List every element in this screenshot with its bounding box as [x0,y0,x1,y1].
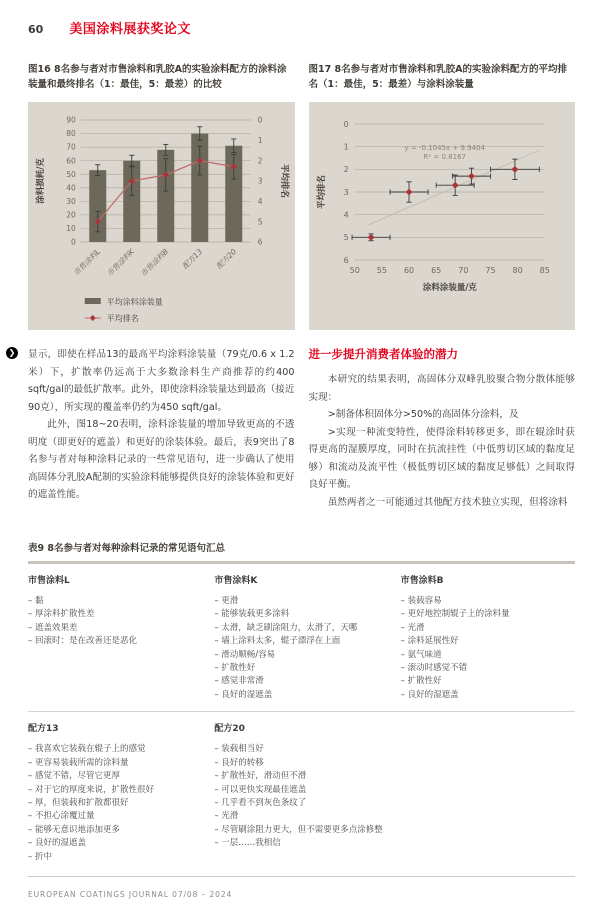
svg-text:60: 60 [66,156,76,166]
list-item: – 良好的湿遮盖 [28,838,86,849]
list-item: – 更好地控制辊子上的涂料量 [400,609,510,620]
svg-text:平均排名: 平均排名 [106,314,139,324]
list-item: – 太滑，缺乏刷涂阻力，太滑了，天哪 [214,622,358,633]
list-item: – 扩散性好，滑动但不滑 [214,771,307,782]
list-item: – 能够无意识地添加更多 [28,824,120,835]
svg-text:3: 3 [257,177,263,187]
page-header [28,18,575,37]
list-item: – 厚，但装载和扩散都很好 [28,798,129,808]
svg-text:配方20: 配方20 [214,247,239,272]
svg-text:55: 55 [376,266,387,276]
svg-text:2: 2 [257,156,263,166]
list-item: – 良好的湿遮盖 [214,689,273,700]
list-item: – 回滚时：是在改善还是恶化 [28,636,137,647]
svg-text:2: 2 [343,165,349,175]
list-item: – 折中 [28,851,52,862]
svg-text:70: 70 [66,143,76,153]
svg-text:80: 80 [512,266,523,276]
list-item: – 更滑 [214,595,239,606]
list-item: – 装载容易 [400,595,442,606]
svg-text:平均排名: 平均排名 [316,175,327,210]
svg-text:市售涂料B: 市售涂料B [138,247,171,279]
figure16-bar-chart [28,102,295,330]
svg-text:30: 30 [66,197,76,207]
list-item: – 氨气味道 [400,649,442,660]
column-items [214,595,388,702]
list-item: – 对于它的厚度来说，扩散性很好 [28,784,154,795]
column-header: 市售涂料L [28,575,70,586]
body-bullet: >实现一种流变特性，使得涂料转移更多，即在辊涂时获得更高的湿膜厚度，同时在抗流挂性（中低剪切区域的黏度足够）和流动及流平性（极低剪切区域的黏度足够低）之间取得良好平衡。 [308,426,575,491]
column-items [28,743,202,864]
list-item: – 不担心涂覆过量 [28,811,95,822]
svg-text:0: 0 [70,238,76,248]
table9 [28,540,575,864]
svg-text:90: 90 [66,116,76,126]
body-paragraph: 本研究的结果表明，高固体分双峰乳胶聚合物分散体能够实现： [308,374,575,403]
page-number: 60 [28,23,44,36]
svg-text:50: 50 [66,170,76,180]
figure17-caption: 图17 8名参与者对市售涂料和乳胶A的实验涂料配方的平均排名（1：最佳，5：最差）与涂料涂装量 [308,64,567,90]
footer-journal-line: EUROPEAN COATINGS JOURNAL 07/08 – 2024 [28,890,233,899]
bar-line-chart [28,102,295,330]
charts-row [28,102,575,330]
svg-text:1: 1 [343,142,349,152]
svg-text:涂料涂装量/克: 涂料涂装量/克 [422,283,477,294]
svg-text:配方13: 配方13 [180,247,205,272]
list-item: – 装载相当好 [214,744,264,755]
divider [28,711,575,712]
table9-section2 [28,721,575,864]
list-item: – 光滑 [400,622,425,633]
column-header: 配方20 [214,724,245,735]
figure16-caption: 图16 8名参与者对市售涂料和乳胶A的实验涂料配方的涂料涂装量和最终排名（1：最佳，5：最差）的比较 [28,64,287,90]
svg-text:4: 4 [257,197,263,207]
svg-text:R² = 0.8167: R² = 0.8167 [423,153,466,162]
column-header: 市售涂料K [214,575,258,586]
list-item: – 尽管刷涂阻力更大，但不需要更多点涂修整 [214,824,383,835]
list-item: – 遮盖效果差 [28,622,78,633]
svg-text:0: 0 [257,116,263,126]
list-item: – 扩散性好 [400,676,442,687]
list-item: – 滚动时感觉不错 [400,663,468,674]
svg-text:70: 70 [457,266,468,276]
column-items [401,595,575,702]
svg-text:市售涂料K: 市售涂料K [105,247,137,279]
svg-text:1: 1 [257,136,263,146]
body-paragraph: 此外，图18~20表明，涂料涂装量的增加导致更高的不透明度（即更好的遮盖）和更好的涂装体验。最后，表9突出了8名参与者对每种涂料记录的一些常见语句，进一步确认了使用高固体分乳胶A配制的实验涂料能够提供良好的涂装体验和更好的遮盖性能。 [28,419,295,501]
svg-text:6: 6 [257,238,263,248]
list-item: – 良好的转移 [214,757,264,768]
list-item: – 感觉不错，尽管它更厚 [28,771,120,782]
list-item: – 一层……我相信 [214,838,281,849]
figure-captions [28,63,575,92]
svg-text:75: 75 [484,266,496,276]
list-item: – 光滑 [214,811,239,822]
footer-divider [28,876,575,877]
list-item: – 良好的湿遮盖 [400,689,459,700]
svg-text:市售涂料L: 市售涂料L [71,247,103,279]
column-header: 市售涂料B [400,575,444,586]
svg-text:65: 65 [430,266,441,276]
svg-text:平均涂料涂装量: 平均涂料涂装量 [106,297,163,307]
svg-text:5: 5 [257,217,263,227]
body-paragraph: 显示，即使在样品13的最高平均涂料涂装量（79克/0.6 x 1.2米）下，扩散率仍远高于大多数涂料生产商推荐的约400 sqft/gal的最低扩散率。此外，即使涂料涂装量达到最高（接近90克），所实现的覆盖率仍约为450 sqft/gal。 [28,349,295,413]
figure17-scatter-chart [309,102,576,330]
svg-text:10: 10 [66,224,76,234]
list-item: – 墙上涂料太多，辊子漂浮在上面 [214,636,341,647]
column-header: 配方13 [28,724,59,735]
svg-text:50: 50 [349,266,360,276]
svg-text:平均排名: 平均排名 [278,164,289,199]
svg-text:涂料损耗/克: 涂料损耗/克 [35,158,46,205]
list-item: – 能够装载更多涂料 [214,609,290,620]
svg-text:85: 85 [539,266,550,276]
list-item: – 涂料延展性好 [400,636,459,647]
subsection-heading: 进一步提升消费者体验的潜力 [308,347,458,362]
body-text [8,346,575,526]
svg-text:5: 5 [343,233,349,243]
list-item: – 更容易装载所需的涂料量 [28,757,129,768]
column-items [214,743,388,850]
svg-text:y = -0.1045x + 9.9404: y = -0.1045x + 9.9404 [404,144,485,153]
body-bullet: >制备体积固体分>50%的高固体分涂料，及 [327,409,519,421]
svg-text:60: 60 [403,266,414,276]
svg-text:6: 6 [343,256,349,266]
table9-section1 [28,573,575,702]
svg-text:4: 4 [343,210,349,220]
list-item: – 感觉非常滑 [214,676,264,687]
section-title: 美国涂料展获奖论文 [69,22,191,37]
list-item: – 可以更快实现最佳遮盖 [214,784,307,795]
body-paragraph: 虽然两者之一可能通过其他配方技术独立实现，但将涂料 [327,496,568,508]
list-item: – 黏 [28,595,44,606]
svg-text:3: 3 [343,188,349,198]
column-items [28,595,202,649]
svg-text:40: 40 [66,183,76,193]
divider [28,561,575,564]
list-item: – 几乎看不到灰色条纹了 [214,798,307,808]
svg-text:0: 0 [343,120,349,130]
list-item: – 厚涂料扩散性差 [28,609,95,620]
scatter-chart [309,102,576,330]
list-item: – 扩散性好 [214,663,256,674]
table9-title: 表9 8名参与者对每种涂料记录的常见语句汇总 [28,543,226,555]
svg-text:80: 80 [66,129,76,139]
continuation-arrow-icon: ❯ [6,347,18,359]
list-item: – 我喜欢它装载在辊子上的感觉 [28,744,146,755]
svg-text:20: 20 [66,210,76,220]
list-item: – 滑动顺畅/容易 [214,649,276,660]
